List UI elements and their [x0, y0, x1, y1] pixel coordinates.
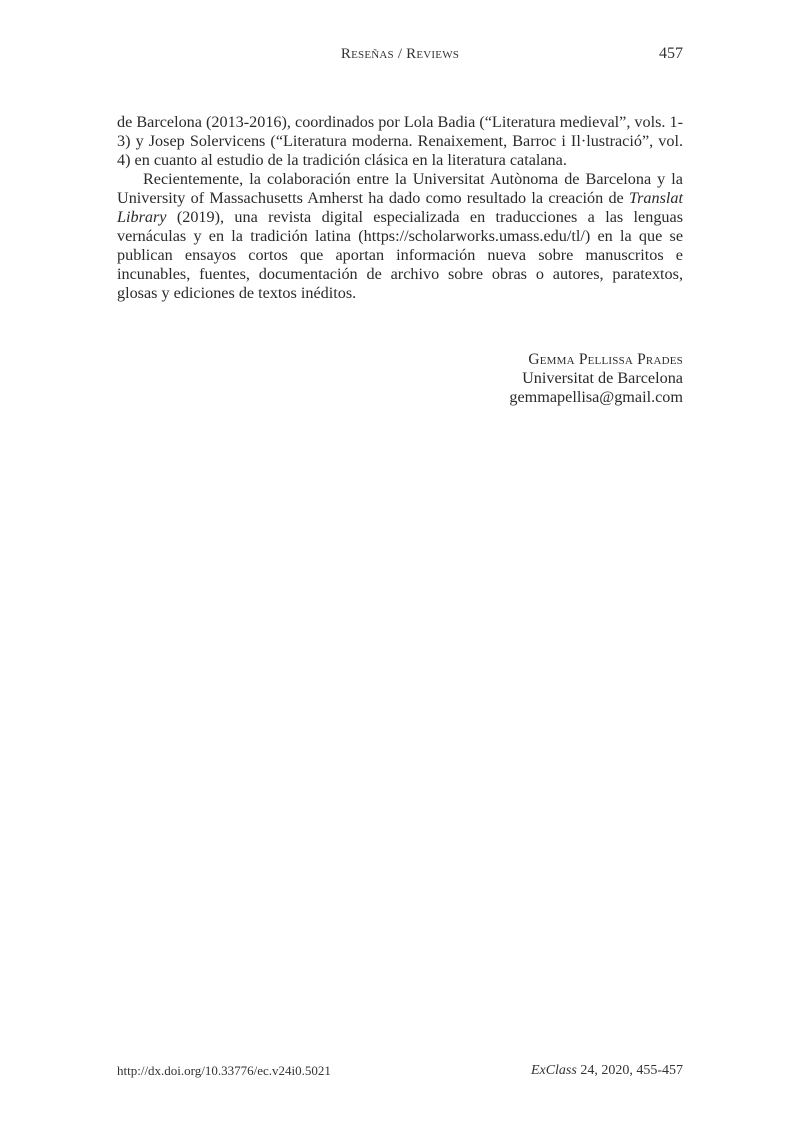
citation-details: 24, 2020, 455-457 [576, 1063, 683, 1078]
section-title: Reseñas / Reviews [340, 46, 460, 62]
author-affiliation: Universitat de Barcelona [522, 369, 683, 387]
paragraph-2-end: (2019), una revista digital especializada en traducciones a las lenguas vernáculas y en la tradición latina (https://scholarworks.umass.edu/tl/) en la que se publican ensayos cortos que aportan información nueva sobre manuscritos e incunables, fuentes, documentación de archivo sobre obras o autores, paratextos, glosas y ediciones de textos inéditos. [117, 208, 683, 302]
journal-citation [531, 1063, 683, 1079]
paragraph-2 [117, 170, 683, 303]
author-name: Gemma Pellissa Prades [528, 351, 683, 368]
paragraph-2-start: Recientemente, la colaboración entre la Universitat Autònoma de Barcelona y la University of Massachusetts Amherst ha dado como resultado la creación de [117, 170, 683, 207]
journal-name: ExClass [530, 1063, 577, 1078]
body-text [117, 113, 683, 303]
running-head [117, 45, 683, 67]
signature-block [509, 350, 683, 407]
footer [117, 1063, 683, 1083]
paragraph-1: de Barcelona (2013-2016), coordinados por Lola Badia (“Literatura medieval”, vols. 1-3) y Josep Solervicens (“Literatura moderna. Renaixement, Barroc i Il·lustració”, vol. 4) en cuanto al estudio de la tradición clásica en la literatura catalana. [117, 113, 683, 169]
author-email: gemmapellisa@gmail.com [509, 388, 683, 406]
doi-link[interactable]: http://dx.doi.org/10.33776/ec.v24i0.5021 [117, 1063, 331, 1078]
page-number: 457 [659, 45, 683, 62]
journal-title-translat-library: Translat Library [117, 189, 683, 226]
